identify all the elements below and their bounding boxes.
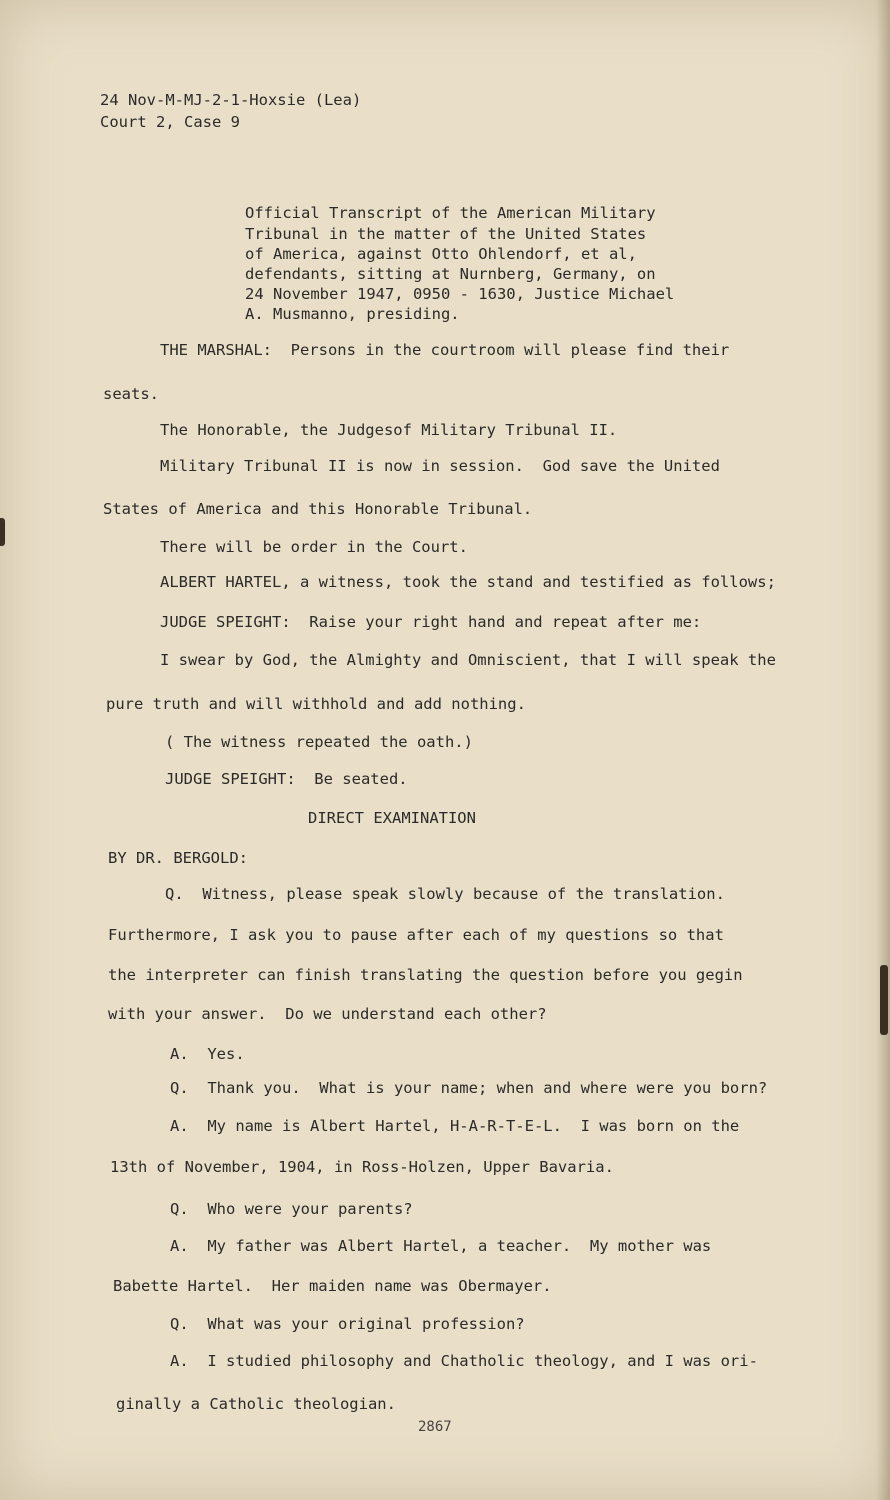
transcript-line: I swear by God, the Almighty and Omniscient, that I will speak the bbox=[160, 651, 776, 669]
header-court-case: Court 2, Case 9 bbox=[100, 113, 240, 131]
caption-line: A. Musmanno, presiding. bbox=[245, 305, 460, 323]
binding-mark bbox=[880, 965, 888, 1035]
transcript-line: The Honorable, the Judgesof Military Tribunal II. bbox=[160, 421, 618, 439]
transcript-line: Babette Hartel. Her maiden name was Obermayer. bbox=[113, 1277, 552, 1295]
examiner-line: BY DR. BERGOLD: bbox=[108, 849, 248, 867]
transcript-line: Military Tribunal II is now in session. God save the United bbox=[160, 457, 720, 475]
transcript-line: JUDGE SPEIGHT: Raise your right hand and repeat after me: bbox=[160, 613, 702, 631]
transcript-line: the interpreter can finish translating the question before you gegin bbox=[108, 966, 743, 984]
caption-line: of America, against Otto Ohlendorf, et al, bbox=[245, 245, 637, 263]
transcript-line: ( The witness repeated the oath.) bbox=[165, 733, 473, 751]
transcript-line: pure truth and will withhold and add nothing. bbox=[106, 695, 526, 713]
transcript-line: ginally a Catholic theologian. bbox=[116, 1395, 396, 1413]
transcript-line: with your answer. Do we understand each other? bbox=[108, 1005, 547, 1023]
transcript-line: A. My name is Albert Hartel, H-A-R-T-E-L. I was born on the bbox=[170, 1117, 740, 1135]
caption-line: Tribunal in the matter of the United States bbox=[245, 225, 647, 243]
transcript-line: Q. Thank you. What is your name; when and where were you born? bbox=[170, 1079, 768, 1097]
transcript-line: 13th of November, 1904, in Ross-Holzen, Upper Bavaria. bbox=[110, 1158, 614, 1176]
transcript-line: States of America and this Honorable Tribunal. bbox=[103, 500, 533, 518]
transcript-line: ALBERT HARTEL, a witness, took the stand and testified as follows; bbox=[160, 573, 776, 591]
caption-line: Official Transcript of the American Military bbox=[245, 204, 656, 222]
transcript-line: seats. bbox=[103, 385, 159, 403]
transcript-line: Q. What was your original profession? bbox=[170, 1315, 525, 1333]
transcript-line: JUDGE SPEIGHT: Be seated. bbox=[165, 770, 408, 788]
transcript-line: A. I studied philosophy and Chatholic theology, and I was ori- bbox=[170, 1352, 758, 1370]
header-reference: 24 Nov-M-MJ-2-1-Hoxsie (Lea) bbox=[100, 91, 362, 109]
page-edge-shadow bbox=[876, 0, 890, 1500]
transcript-line: Furthermore, I ask you to pause after each of my questions so that bbox=[108, 926, 724, 944]
section-heading: DIRECT EXAMINATION bbox=[308, 809, 476, 827]
transcript-line: Q. Who were your parents? bbox=[170, 1200, 413, 1218]
transcript-line: There will be order in the Court. bbox=[160, 538, 468, 556]
binding-mark-left bbox=[0, 518, 5, 546]
caption-line: 24 November 1947, 0950 - 1630, Justice Michael bbox=[245, 285, 675, 303]
transcript-line: A. Yes. bbox=[170, 1045, 245, 1063]
page-number: 2867 bbox=[418, 1419, 452, 1435]
transcript-line: THE MARSHAL: Persons in the courtroom will please find their bbox=[160, 341, 730, 359]
transcript-line: A. My father was Albert Hartel, a teacher. My mother was bbox=[170, 1237, 712, 1255]
caption-line: defendants, sitting at Nurnberg, Germany, on bbox=[245, 265, 656, 283]
transcript-line: Q. Witness, please speak slowly because of the translation. bbox=[165, 885, 725, 903]
